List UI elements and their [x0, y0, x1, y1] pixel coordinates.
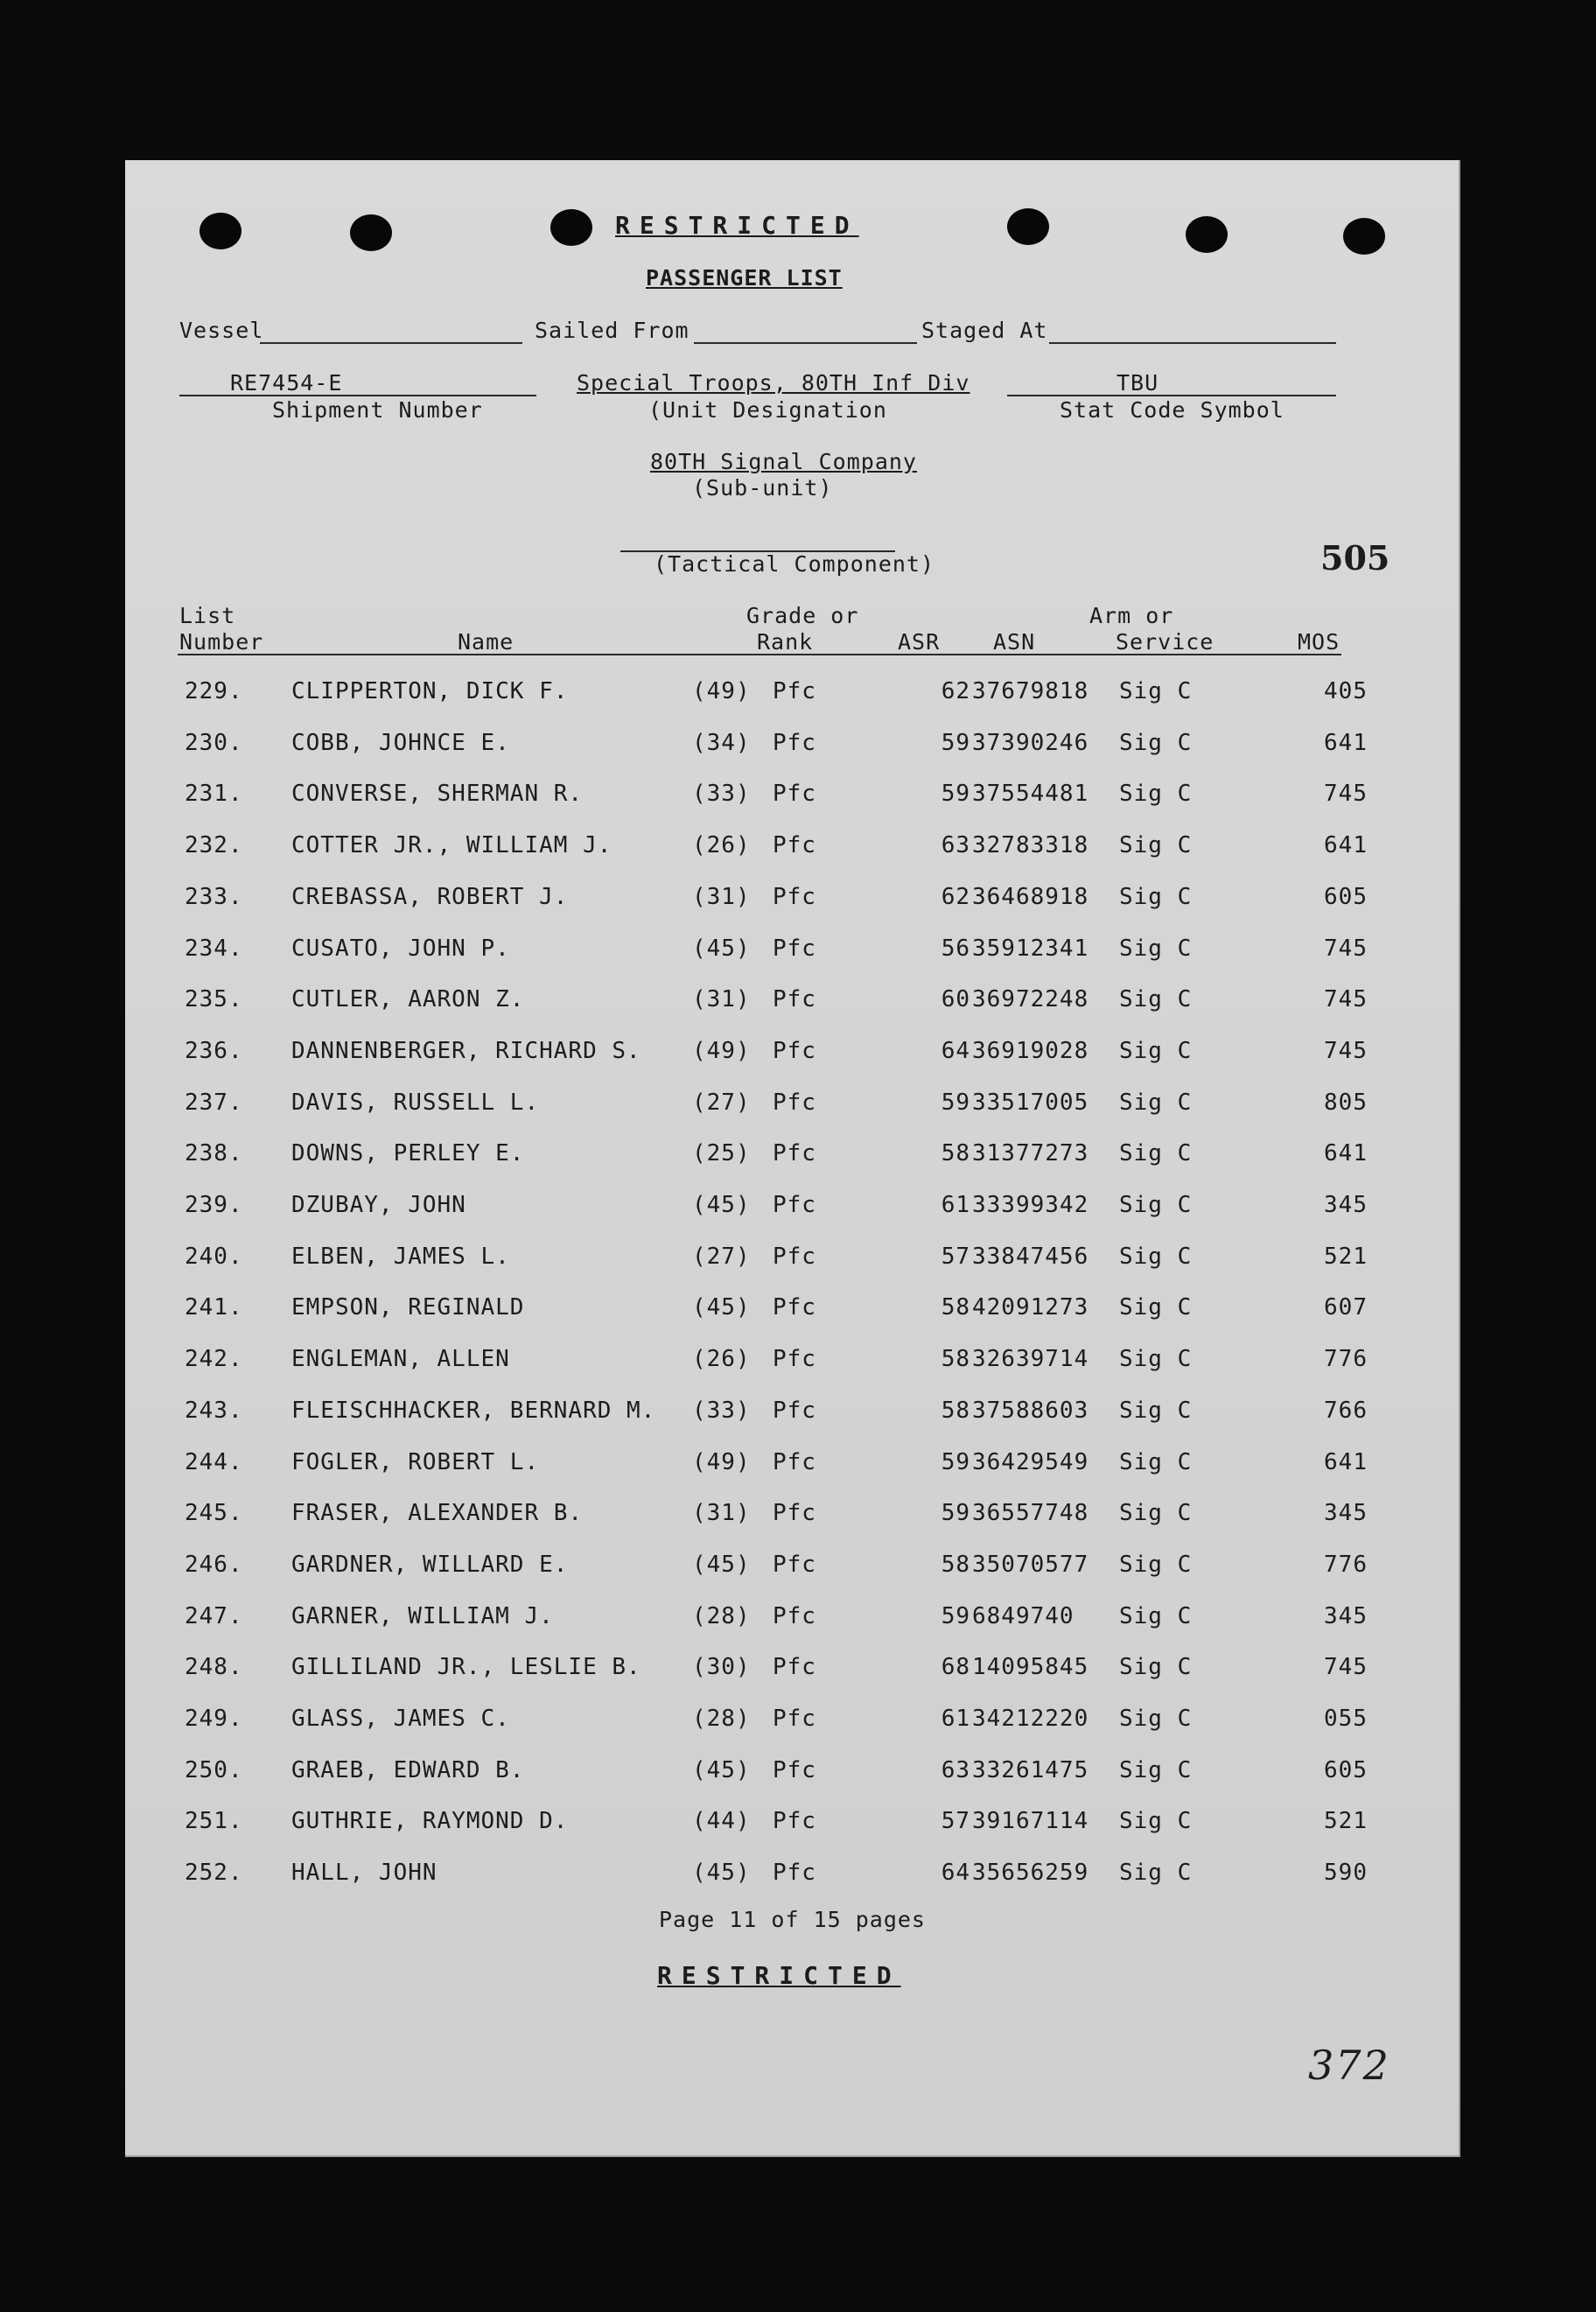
- cell-mos: 641: [1324, 832, 1368, 859]
- cell-mos: 641: [1324, 1448, 1368, 1475]
- cell-mos: 605: [1324, 1756, 1368, 1783]
- cell-mos: 641: [1324, 729, 1368, 756]
- cell-mos: 776: [1324, 1346, 1368, 1373]
- stat-code-label: Stat Code Symbol: [1060, 397, 1284, 423]
- cell-asn: 36468918: [972, 883, 1089, 910]
- cell-asn: 35656259: [972, 1860, 1089, 1887]
- table-row: [125, 935, 1459, 986]
- cell-asn: 36429549: [972, 1448, 1089, 1475]
- cell-grade: Pfc: [773, 1860, 816, 1887]
- table-row: [125, 1500, 1459, 1551]
- cell-grade: Pfc: [773, 1448, 816, 1475]
- cell-code: (27): [692, 1243, 751, 1270]
- table-row: [125, 1140, 1459, 1191]
- cell-name: FOGLER, ROBERT L.: [291, 1448, 540, 1475]
- cell-arm: Sig C: [1119, 1140, 1193, 1167]
- cell-name: DZUBAY, JOHN: [291, 1192, 466, 1218]
- cell-arm: Sig C: [1119, 1294, 1193, 1321]
- cell-name: CLIPPERTON, DICK F.: [291, 678, 569, 704]
- cell-num: 240.: [185, 1243, 243, 1270]
- header-rule: [178, 654, 1341, 655]
- table-row: [125, 1757, 1459, 1808]
- table-row: [125, 832, 1459, 883]
- table-row: [125, 986, 1459, 1037]
- cell-grade: Pfc: [773, 1192, 816, 1218]
- table-row: [125, 1706, 1459, 1756]
- cell-code: (49): [692, 1448, 751, 1475]
- cell-num: 244.: [185, 1448, 243, 1475]
- cell-asr: 59: [941, 781, 970, 808]
- cell-num: 249.: [185, 1706, 243, 1732]
- cell-name: CUSATO, JOHN P.: [291, 935, 510, 962]
- cell-code: (45): [692, 1294, 751, 1321]
- cell-num: 232.: [185, 832, 243, 859]
- col-list-number-2: Number: [179, 629, 264, 655]
- cell-asn: 34212220: [972, 1706, 1089, 1732]
- cell-arm: Sig C: [1119, 1037, 1193, 1064]
- tactical-component-label: (Tactical Component): [654, 551, 935, 577]
- cell-name: GARNER, WILLIAM J.: [291, 1602, 554, 1629]
- table-row: [125, 1192, 1459, 1243]
- cell-mos: 521: [1324, 1808, 1368, 1835]
- col-arm-2: Service: [1116, 629, 1214, 655]
- sub-unit-value: 80TH Signal Company: [650, 449, 917, 474]
- cell-code: (45): [692, 1192, 751, 1218]
- cell-asr: 59: [941, 1500, 970, 1527]
- cell-grade: Pfc: [773, 1756, 816, 1783]
- cell-code: (33): [692, 1397, 751, 1424]
- cell-name: GLASS, JAMES C.: [291, 1706, 510, 1732]
- document-page: [125, 160, 1460, 2157]
- cell-num: 229.: [185, 678, 243, 704]
- cell-grade: Pfc: [773, 1037, 816, 1064]
- cell-name: CREBASSA, ROBERT J.: [291, 883, 569, 910]
- table-row: [125, 1398, 1459, 1448]
- table-row: [125, 1038, 1459, 1089]
- vessel-label: Vessel: [179, 318, 264, 343]
- cell-code: (27): [692, 1089, 751, 1116]
- cell-code: (45): [692, 1551, 751, 1578]
- cell-code: (31): [692, 883, 751, 910]
- shipment-number-line: [179, 395, 536, 396]
- table-row: [125, 1808, 1459, 1859]
- cell-asn: 36972248: [972, 986, 1089, 1013]
- cell-asr: 58: [941, 1140, 970, 1167]
- cell-name: DANNENBERGER, RICHARD S.: [291, 1037, 641, 1064]
- cell-grade: Pfc: [773, 986, 816, 1013]
- cell-asn: 32639714: [972, 1346, 1089, 1373]
- cell-arm: Sig C: [1119, 1706, 1193, 1732]
- cell-asr: 64: [941, 1860, 970, 1887]
- table-row: [125, 1089, 1459, 1140]
- cell-code: (28): [692, 1706, 751, 1732]
- cell-num: 231.: [185, 781, 243, 808]
- cell-code: (45): [692, 935, 751, 962]
- cell-asn: 32783318: [972, 832, 1089, 859]
- cell-code: (45): [692, 1860, 751, 1887]
- cell-asr: 59: [941, 729, 970, 756]
- cell-arm: Sig C: [1119, 678, 1193, 704]
- cell-asn: 37588603: [972, 1397, 1089, 1424]
- table-row: [125, 1552, 1459, 1602]
- cell-num: 247.: [185, 1602, 243, 1629]
- cell-arm: Sig C: [1119, 1808, 1193, 1835]
- stat-code-line: [1007, 395, 1336, 396]
- cell-num: 230.: [185, 729, 243, 756]
- col-mos: MOS: [1298, 629, 1340, 655]
- cell-grade: Pfc: [773, 1089, 816, 1116]
- cell-grade: Pfc: [773, 1346, 816, 1373]
- cell-mos: 776: [1324, 1551, 1368, 1578]
- table-row: [125, 1860, 1459, 1910]
- sailed-from-line: [694, 342, 917, 344]
- cell-mos: 805: [1324, 1089, 1368, 1116]
- cell-name: GILLILAND JR., LESLIE B.: [291, 1654, 641, 1681]
- cell-arm: Sig C: [1119, 781, 1193, 808]
- cell-grade: Pfc: [773, 729, 816, 756]
- cell-name: ELBEN, JAMES L.: [291, 1243, 510, 1270]
- col-arm-1: Arm or: [1089, 603, 1174, 628]
- cell-name: CUTLER, AARON Z.: [291, 986, 525, 1013]
- cell-mos: 345: [1324, 1500, 1368, 1527]
- cell-grade: Pfc: [773, 883, 816, 910]
- table-row: [125, 678, 1459, 729]
- table-row: [125, 730, 1459, 781]
- staged-at-line: [1049, 342, 1336, 344]
- cell-asr: 59: [941, 1448, 970, 1475]
- cell-asn: 6849740: [972, 1602, 1074, 1629]
- cell-arm: Sig C: [1119, 1551, 1193, 1578]
- cell-asr: 59: [941, 1089, 970, 1116]
- cell-code: (49): [692, 678, 751, 704]
- cell-name: ENGLEMAN, ALLEN: [291, 1346, 510, 1373]
- cell-mos: 745: [1324, 1037, 1368, 1064]
- sub-unit-label: (Sub-unit): [692, 475, 833, 501]
- cell-asn: 39167114: [972, 1808, 1089, 1835]
- punch-hole: [1343, 218, 1385, 255]
- cell-num: 246.: [185, 1551, 243, 1578]
- cell-name: COTTER JR., WILLIAM J.: [291, 832, 612, 859]
- cell-code: (28): [692, 1602, 751, 1629]
- staged-at-label: Staged At: [921, 318, 1048, 343]
- table-row: [125, 1244, 1459, 1294]
- cell-num: 238.: [185, 1140, 243, 1167]
- cell-code: (31): [692, 986, 751, 1013]
- cell-num: 243.: [185, 1397, 243, 1424]
- cell-arm: Sig C: [1119, 1243, 1193, 1270]
- cell-num: 241.: [185, 1294, 243, 1321]
- cell-num: 237.: [185, 1089, 243, 1116]
- cell-asr: 63: [941, 1756, 970, 1783]
- cell-num: 250.: [185, 1756, 243, 1783]
- cell-grade: Pfc: [773, 1397, 816, 1424]
- cell-asr: 57: [941, 1243, 970, 1270]
- cell-arm: Sig C: [1119, 1346, 1193, 1373]
- cell-asr: 64: [941, 1037, 970, 1064]
- cell-name: FLEISCHHACKER, BERNARD M.: [291, 1397, 656, 1424]
- cell-asr: 58: [941, 1551, 970, 1578]
- page-of-pages: Page 11 of 15 pages: [659, 1907, 926, 1932]
- cell-grade: Pfc: [773, 832, 816, 859]
- shipment-number-label: Shipment Number: [272, 397, 483, 423]
- table-row: [125, 884, 1459, 935]
- cell-grade: Pfc: [773, 1706, 816, 1732]
- cell-grade: Pfc: [773, 1808, 816, 1835]
- shipment-number-value: RE7454-E: [230, 370, 343, 396]
- cell-asn: 14095845: [972, 1654, 1089, 1681]
- cell-name: DOWNS, PERLEY E.: [291, 1140, 525, 1167]
- punch-hole: [550, 209, 592, 246]
- cell-mos: 745: [1324, 986, 1368, 1013]
- cell-arm: Sig C: [1119, 986, 1193, 1013]
- cell-num: 252.: [185, 1860, 243, 1887]
- cell-mos: 590: [1324, 1860, 1368, 1887]
- cell-grade: Pfc: [773, 781, 816, 808]
- cell-num: 236.: [185, 1037, 243, 1064]
- col-grade-2: Rank: [757, 629, 814, 655]
- cell-asn: 31377273: [972, 1140, 1089, 1167]
- cell-asn: 36919028: [972, 1037, 1089, 1064]
- cell-asr: 58: [941, 1346, 970, 1373]
- cell-asn: 37554481: [972, 781, 1089, 808]
- cell-grade: Pfc: [773, 1602, 816, 1629]
- cell-num: 234.: [185, 935, 243, 962]
- cell-asr: 68: [941, 1654, 970, 1681]
- cell-asn: 37679818: [972, 678, 1089, 704]
- cell-num: 233.: [185, 883, 243, 910]
- vessel-line: [260, 342, 522, 344]
- cell-num: 248.: [185, 1654, 243, 1681]
- cell-grade: Pfc: [773, 1294, 816, 1321]
- cell-name: HALL, JOHN: [291, 1860, 438, 1887]
- table-row: [125, 1654, 1459, 1705]
- cell-arm: Sig C: [1119, 1860, 1193, 1887]
- cell-arm: Sig C: [1119, 1654, 1193, 1681]
- cell-name: GRAEB, EDWARD B.: [291, 1756, 525, 1783]
- document-title: PASSENGER LIST: [646, 265, 843, 291]
- cell-mos: 766: [1324, 1397, 1368, 1424]
- table-row: [125, 781, 1459, 831]
- handwritten-number: 372: [1308, 2042, 1390, 2089]
- cell-code: (26): [692, 1346, 751, 1373]
- cell-code: (33): [692, 781, 751, 808]
- cell-arm: Sig C: [1119, 1756, 1193, 1783]
- cell-name: COBB, JOHNCE E.: [291, 729, 510, 756]
- cell-mos: 055: [1324, 1706, 1368, 1732]
- cell-arm: Sig C: [1119, 1500, 1193, 1527]
- cell-grade: Pfc: [773, 1654, 816, 1681]
- cell-code: (30): [692, 1654, 751, 1681]
- cell-num: 251.: [185, 1808, 243, 1835]
- cell-name: FRASER, ALEXANDER B.: [291, 1500, 584, 1527]
- cell-asr: 57: [941, 1808, 970, 1835]
- cell-grade: Pfc: [773, 935, 816, 962]
- cell-num: 245.: [185, 1500, 243, 1527]
- cell-mos: 745: [1324, 1654, 1368, 1681]
- sailed-from-label: Sailed From: [535, 318, 690, 343]
- col-asn: ASN: [993, 629, 1036, 655]
- cell-asn: 37390246: [972, 729, 1089, 756]
- cell-code: (34): [692, 729, 751, 756]
- cell-grade: Pfc: [773, 1551, 816, 1578]
- cell-asn: 35070577: [972, 1551, 1089, 1578]
- cell-name: DAVIS, RUSSELL L.: [291, 1089, 540, 1116]
- col-grade-1: Grade or: [746, 603, 859, 628]
- table-row: [125, 1346, 1459, 1397]
- cell-mos: 605: [1324, 883, 1368, 910]
- cell-code: (31): [692, 1500, 751, 1527]
- punch-hole: [350, 214, 392, 251]
- cell-asr: 62: [941, 883, 970, 910]
- cell-asn: 33517005: [972, 1089, 1089, 1116]
- cell-name: EMPSON, REGINALD: [291, 1294, 525, 1321]
- cell-asn: 33399342: [972, 1192, 1089, 1218]
- cell-arm: Sig C: [1119, 832, 1193, 859]
- cell-arm: Sig C: [1119, 1089, 1193, 1116]
- page-number: 505: [1320, 538, 1390, 578]
- cell-name: GARDNER, WILLARD E.: [291, 1551, 569, 1578]
- cell-mos: 405: [1324, 678, 1368, 704]
- cell-asn: 42091273: [972, 1294, 1089, 1321]
- cell-mos: 745: [1324, 935, 1368, 962]
- restricted-top-banner: RESTRICTED: [615, 211, 859, 240]
- punch-hole: [200, 213, 242, 249]
- cell-arm: Sig C: [1119, 1397, 1193, 1424]
- cell-asr: 60: [941, 986, 970, 1013]
- cell-num: 235.: [185, 986, 243, 1013]
- unit-designation-value: Special Troops, 80TH Inf Div: [577, 370, 970, 396]
- cell-asr: 61: [941, 1706, 970, 1732]
- cell-mos: 745: [1324, 781, 1368, 808]
- punch-hole: [1007, 208, 1049, 245]
- col-asr: ASR: [898, 629, 941, 655]
- cell-asn: 33847456: [972, 1243, 1089, 1270]
- cell-asr: 62: [941, 678, 970, 704]
- cell-asn: 35912341: [972, 935, 1089, 962]
- punch-hole: [1186, 216, 1228, 253]
- col-name: Name: [458, 629, 514, 655]
- cell-asn: 33261475: [972, 1756, 1089, 1783]
- cell-asr: 56: [941, 935, 970, 962]
- cell-grade: Pfc: [773, 1140, 816, 1167]
- col-list-number-1: List: [179, 603, 236, 628]
- cell-arm: Sig C: [1119, 883, 1193, 910]
- cell-num: 239.: [185, 1192, 243, 1218]
- cell-asr: 58: [941, 1294, 970, 1321]
- cell-asr: 59: [941, 1602, 970, 1629]
- cell-grade: Pfc: [773, 1500, 816, 1527]
- table-row: [125, 1449, 1459, 1500]
- cell-code: (49): [692, 1037, 751, 1064]
- cell-asr: 58: [941, 1397, 970, 1424]
- cell-arm: Sig C: [1119, 1602, 1193, 1629]
- cell-asn: 36557748: [972, 1500, 1089, 1527]
- cell-mos: 345: [1324, 1192, 1368, 1218]
- cell-mos: 345: [1324, 1602, 1368, 1629]
- cell-mos: 607: [1324, 1294, 1368, 1321]
- unit-designation-label: (Unit Designation: [648, 397, 887, 423]
- restricted-bottom-banner: RESTRICTED: [657, 1961, 901, 1990]
- cell-code: (26): [692, 832, 751, 859]
- cell-code: (44): [692, 1808, 751, 1835]
- table-row: [125, 1294, 1459, 1345]
- stat-code-value: TBU: [1116, 370, 1159, 396]
- cell-mos: 521: [1324, 1243, 1368, 1270]
- cell-asr: 63: [941, 832, 970, 859]
- cell-name: CONVERSE, SHERMAN R.: [291, 781, 584, 808]
- cell-grade: Pfc: [773, 678, 816, 704]
- cell-code: (25): [692, 1140, 751, 1167]
- cell-asr: 61: [941, 1192, 970, 1218]
- cell-arm: Sig C: [1119, 935, 1193, 962]
- cell-arm: Sig C: [1119, 1448, 1193, 1475]
- cell-grade: Pfc: [773, 1243, 816, 1270]
- cell-arm: Sig C: [1119, 729, 1193, 756]
- cell-name: GUTHRIE, RAYMOND D.: [291, 1808, 569, 1835]
- cell-mos: 641: [1324, 1140, 1368, 1167]
- cell-arm: Sig C: [1119, 1192, 1193, 1218]
- cell-num: 242.: [185, 1346, 243, 1373]
- cell-code: (45): [692, 1756, 751, 1783]
- table-row: [125, 1603, 1459, 1654]
